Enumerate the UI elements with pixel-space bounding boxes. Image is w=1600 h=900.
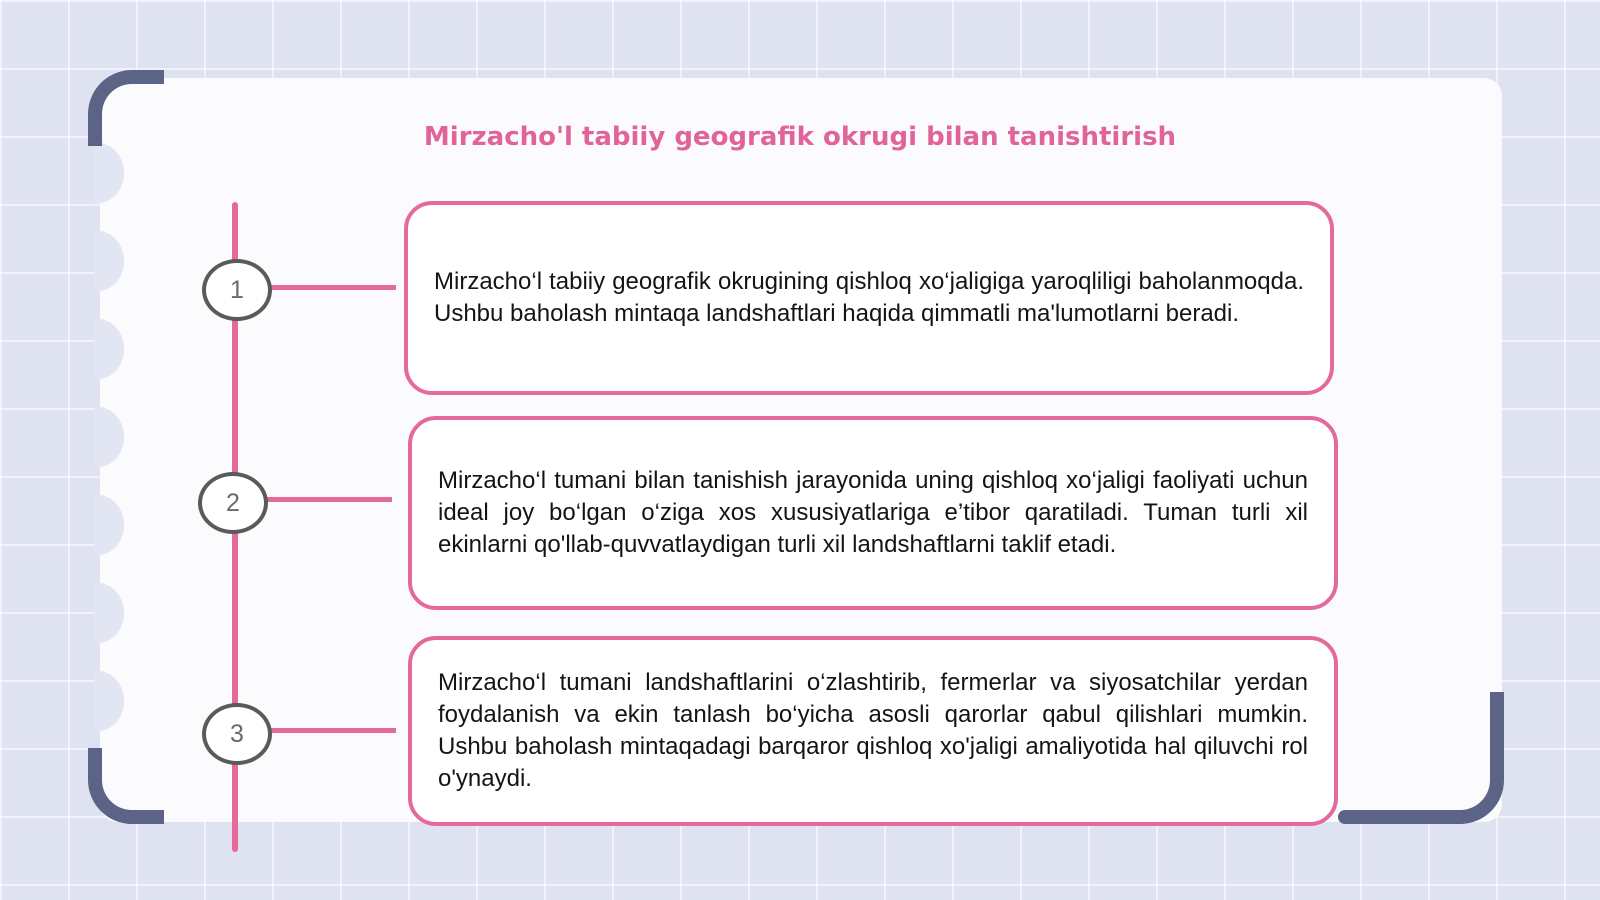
step-text-3: Mirzacho‘l tumani landshaftlarini o‘zlashtirib, fermerlar va siyosatchilar yerdan foydalanish va ekin tanlash bo‘yicha asosli qarorlar qabul qilishlari mumkin. Ushbu baholash mintaqadagi barqaror qishloq xo'jaligi amaliyotida hal qiluvchi rol o'ynaydi. (438, 669, 1308, 792)
timeline-connector-1 (266, 285, 396, 290)
step-box-1 (404, 201, 1334, 395)
step-box-3 (408, 636, 1338, 826)
step-number-1: 1 (202, 259, 272, 321)
step-text-1: Mirzacho‘l tabiiy geografik okrugining qishloq xo‘jaligiga yaroqliligi baholanmoqda. Ushbu baholash mintaqa landshaftlari haqida qimmatli ma'lumotlarni beradi. (434, 268, 1304, 327)
timeline-connector-3 (266, 728, 396, 733)
slide-title: Mirzacho'l tabiiy geografik okrugi bilan tanishtirish (423, 122, 1177, 152)
step-number-2: 2 (198, 472, 268, 534)
step-box-2 (408, 416, 1338, 610)
step-text-2: Mirzacho‘l tumani bilan tanishish jarayonida uning qishloq xo‘jaligi faoliyati uchun ideal joy bo‘lgan o‘ziga xos xususiyatlariga e’tibor qaratiladi. Tuman turli xil ekinlarni qo'llab-quvvatlaydigan turli xil landshaftlarni taklif etadi. (438, 467, 1308, 558)
step-number-3: 3 (202, 703, 272, 765)
frame-corner-bottom-right-bar (1338, 810, 1468, 824)
frame-corner-top-left (88, 70, 164, 146)
frame-corner-bottom-left (88, 748, 164, 824)
frame-corner-bottom-right (1450, 692, 1504, 824)
timeline-connector-2 (262, 497, 392, 502)
